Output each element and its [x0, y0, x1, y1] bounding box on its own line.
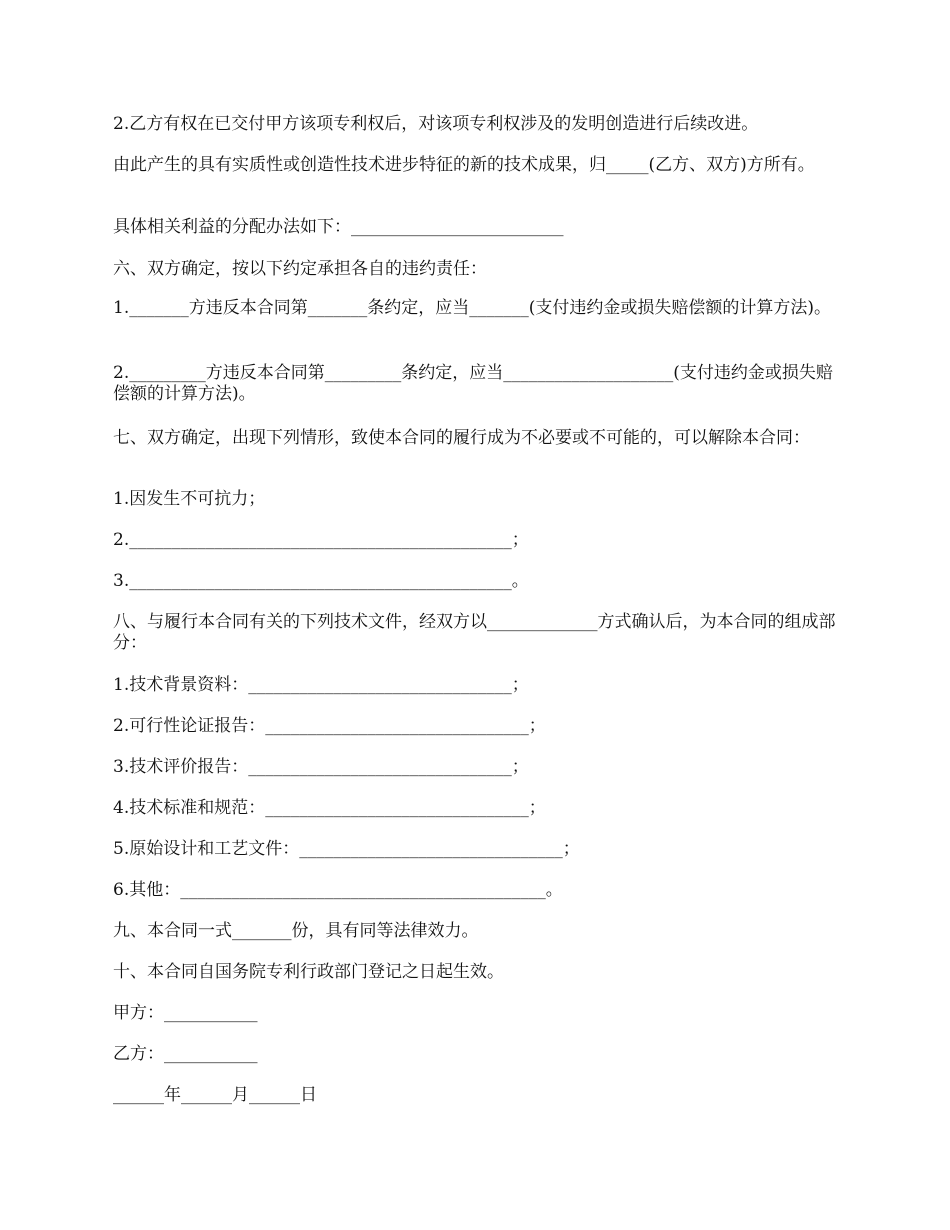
section-heading-9-copies: 九、本合同一式_______份，具有同等法律效力。 [113, 921, 479, 941]
document-item-3: 3.技术评价报告：_______________________________； [113, 757, 529, 777]
document-item-1: 1.技术背景资料：_______________________________； [113, 675, 529, 695]
section-heading-6-liability: 六、双方确定，按以下约定承担各自的违约责任： [113, 259, 487, 279]
section-heading-10-effective: 十、本合同自国务院专利行政部门登记之日起生效。 [113, 962, 504, 982]
document-item-5: 5.原始设计和工艺文件：_______________________________； [113, 839, 580, 859]
clause-new-results-ownership: 由此产生的具有实质性或创造性技术进步特征的新的技术成果，归_____(乙方、双方)方所有。 [113, 155, 815, 175]
liability-item-2: 2._________方违反本合同第_________条约定，应当____________________(支付违约金或损失赔偿额的计算方法)。 [113, 363, 833, 404]
document-item-6: 6.其他：___________________________________________。 [113, 880, 563, 900]
section-heading-8-documents: 八、与履行本合同有关的下列技术文件，经双方以_____________方式确认后，为本合同的组成部分： [113, 612, 836, 653]
party-a-signature: 甲方：___________ [113, 1003, 258, 1023]
clause-benefit-distribution: 具体相关利益的分配办法如下：_________________________ [113, 217, 564, 237]
termination-item-2: 2._____________________________________________； [113, 530, 529, 550]
termination-item-3: 3._____________________________________________。 [113, 571, 529, 591]
liability-item-1: 1._______方违反本合同第_______条约定，应当_______(支付违约金或损失赔偿额的计算方法)。 [113, 298, 831, 318]
document-item-4: 4.技术标准和规范：_______________________________； [113, 798, 546, 818]
clause-improvement-right: 2.乙方有权在已交付甲方该项专利权后，对该项专利权涉及的发明创造进行后续改进。 [113, 114, 759, 134]
termination-item-1: 1.因发生不可抗力； [113, 489, 266, 509]
party-b-signature: 乙方：___________ [113, 1044, 258, 1064]
section-heading-7-termination: 七、双方确定，出现下列情形，致使本合同的履行成为不必要或不可能的，可以解除本合同： [113, 428, 810, 448]
signing-date: ______年______月______日 [113, 1085, 317, 1105]
document-item-2: 2.可行性论证报告：_______________________________； [113, 716, 546, 736]
